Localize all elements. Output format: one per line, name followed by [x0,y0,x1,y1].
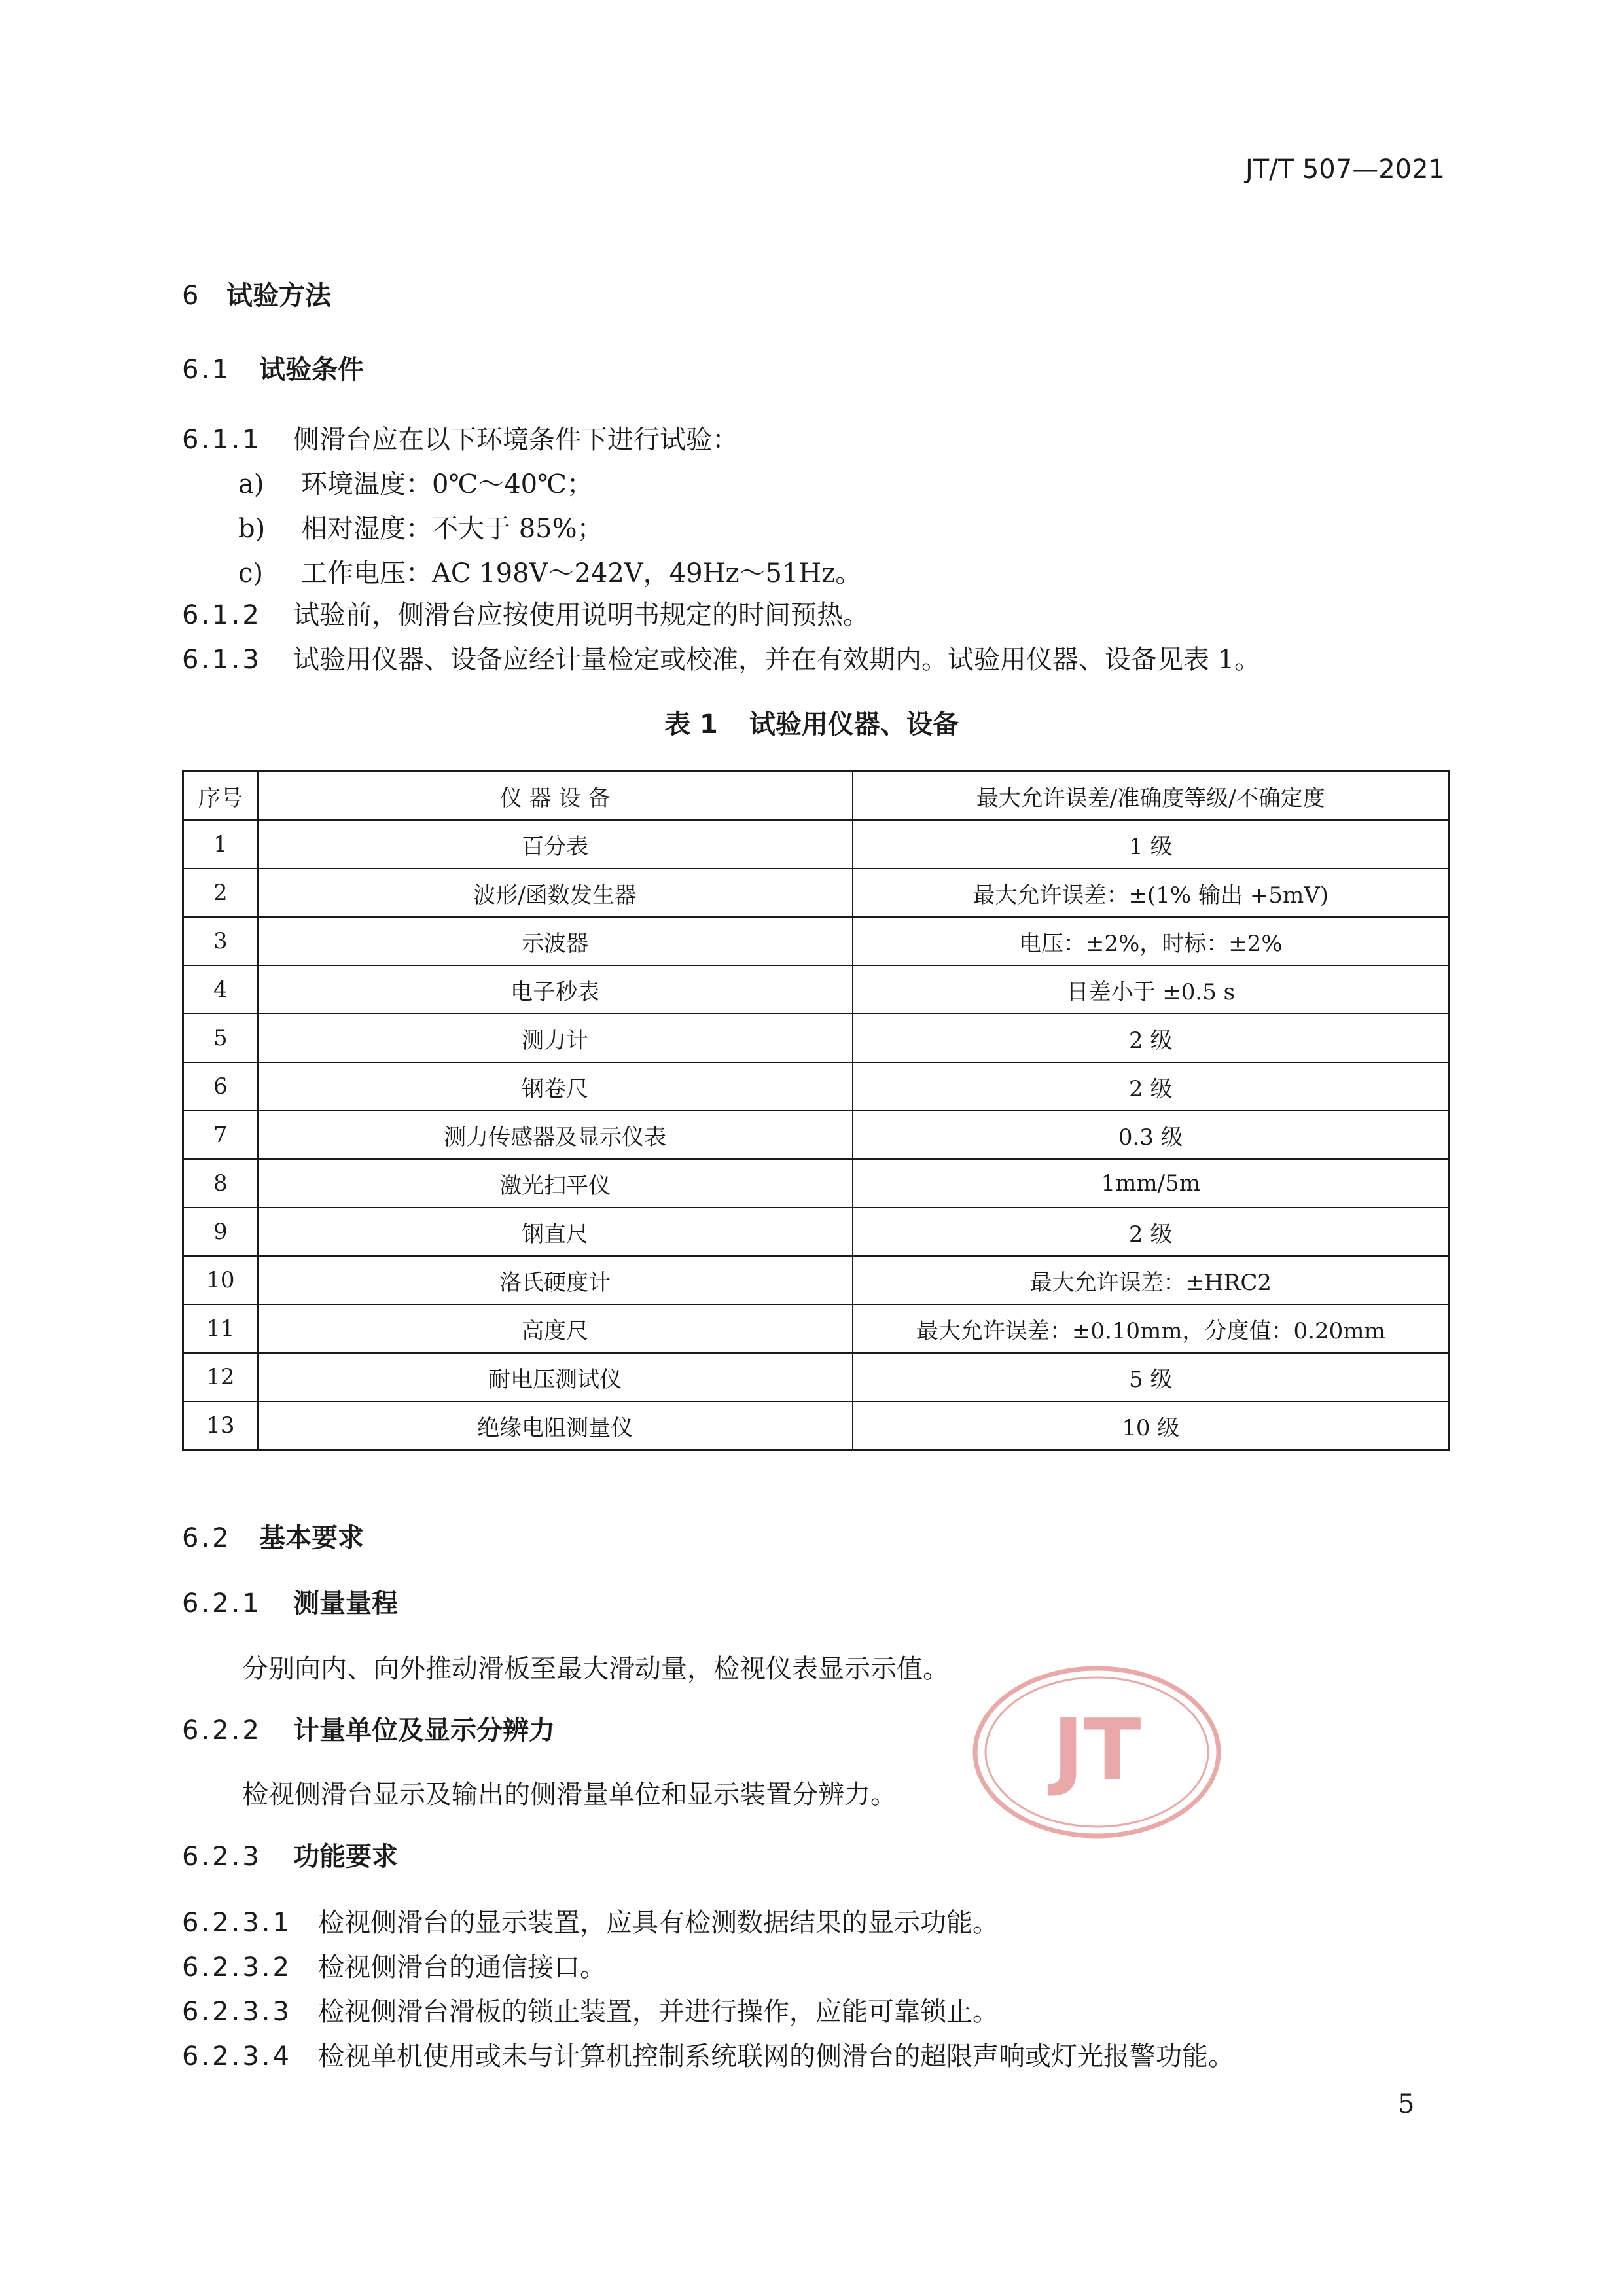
cell-index: 12 [183,1353,258,1401]
section-6-1-heading [182,349,364,386]
cell-equipment: 绝缘电阻测量仪 [258,1401,853,1450]
clause-text: 检视侧滑台的通信接口。 [318,1952,606,1982]
cell-index: 5 [183,1014,258,1062]
clause-6-2-3-4 [182,2036,1234,2073]
clause-6-2-1-text: 分别向内、向外推动滑板至最大滑动量，检视仪表显示示值。 [242,1654,949,1684]
cell-accuracy: 2 级 [853,1014,1450,1062]
section-6-2-heading [182,1517,364,1554]
list-text: 相对湿度：不大于 85%； [301,514,603,544]
cell-equipment: 钢直尺 [258,1208,853,1256]
table-row [183,869,1450,917]
clause-number: 6.1.1 [182,425,262,455]
list-marker: b) [238,514,266,544]
clause-number: 6.2.3.2 [182,1952,292,1982]
equipment-table [182,770,1450,1451]
cell-accuracy: 日差小于 ±0.5 s [853,965,1450,1014]
cell-equipment: 测力传感器及显示仪表 [258,1111,853,1159]
cell-equipment: 高度尺 [258,1304,853,1353]
cell-accuracy: 最大允许误差：±0.10mm，分度值：0.20mm [853,1304,1450,1353]
cell-index: 11 [183,1304,258,1353]
clause-6-1-2 [182,594,869,632]
cell-index: 7 [183,1111,258,1159]
table-row [183,1062,1450,1111]
cell-accuracy: 1 级 [853,820,1450,869]
section-title: 试验方法 [226,281,331,311]
clause-text: 检视侧滑台的显示装置，应具有检测数据结果的显示功能。 [318,1908,999,1938]
cell-index: 2 [183,869,258,917]
jt-logo-watermark [970,1662,1224,1842]
cell-equipment: 洛氏硬度计 [258,1256,853,1304]
clause-number: 6.1.2 [182,600,262,630]
document-number: JT/T 507—2021 [1245,154,1445,185]
section-number: 6.2.2 [182,1715,262,1746]
list-item-c [238,552,861,590]
table-row [183,1014,1450,1062]
cell-index: 1 [183,820,258,869]
table-row [183,820,1450,869]
cell-equipment: 耐电压测试仪 [258,1353,853,1401]
section-number: 6.2.1 [182,1588,262,1619]
clause-number: 6.2.3.3 [182,1997,292,2027]
cell-index: 10 [183,1256,258,1304]
section-number: 6 [182,281,202,311]
table-header-row [183,772,1450,821]
cell-accuracy: 1mm/5m [853,1159,1450,1208]
header-equipment: 仪 器 设 备 [258,772,853,821]
clause-text: 试验用仪器、设备应经计量检定或校准，并在有效期内。试验用仪器、设备见表 1。 [293,645,1261,675]
cell-index: 6 [183,1062,258,1111]
clause-number: 6.1.3 [182,645,262,675]
cell-accuracy: 电压：±2%，时标：±2% [853,917,1450,965]
jt-logo-text: JT [1052,1702,1141,1799]
section-6-2-3-heading [182,1836,398,1873]
clause-6-2-3-3 [182,1991,999,2028]
header-accuracy: 最大允许误差/准确度等级/不确定度 [853,772,1450,821]
section-number: 6.1 [182,355,232,385]
clause-number: 6.2.3.1 [182,1908,292,1938]
cell-equipment: 示波器 [258,917,853,965]
header-index: 序号 [183,772,258,821]
table-row [183,1208,1450,1256]
cell-index: 13 [183,1401,258,1450]
list-marker: c) [238,558,264,588]
cell-accuracy: 2 级 [853,1062,1450,1111]
cell-equipment: 百分表 [258,820,853,869]
cell-accuracy: 最大允许误差：±HRC2 [853,1256,1450,1304]
list-marker: a) [238,469,264,499]
table-caption-number: 表 1 [664,709,718,740]
table-row [183,1111,1450,1159]
table-row [183,1256,1450,1304]
clause-6-1-1 [182,419,738,456]
cell-accuracy: 10 级 [853,1401,1450,1450]
clause-6-2-2-text: 检视侧滑台显示及输出的侧滑量单位和显示装置分辨力。 [242,1780,897,1810]
clause-6-2-3-1 [182,1902,999,1939]
table-row [183,1353,1450,1401]
clause-6-2-3-2 [182,1946,606,1984]
cell-index: 8 [183,1159,258,1208]
table-row [183,1401,1450,1450]
section-title: 功能要求 [293,1842,398,1872]
section-number: 6.2 [182,1523,232,1553]
section-title: 试验条件 [259,355,364,385]
cell-accuracy: 5 级 [853,1353,1450,1401]
table-caption [0,704,1623,741]
table-row [183,917,1450,965]
list-item-a [238,463,593,501]
section-6-2-2-heading [182,1710,555,1747]
section-title: 测量量程 [293,1588,398,1619]
section-6-heading [182,275,331,312]
table-row [183,965,1450,1014]
clause-text: 试验前，侧滑台应按使用说明书规定的时间预热。 [293,600,869,630]
list-item-b [238,508,603,545]
section-number: 6.2.3 [182,1842,262,1872]
cell-equipment: 钢卷尺 [258,1062,853,1111]
clause-text: 侧滑台应在以下环境条件下进行试验： [293,425,738,455]
cell-equipment: 测力计 [258,1014,853,1062]
section-title: 基本要求 [259,1523,364,1553]
cell-index: 3 [183,917,258,965]
cell-index: 9 [183,1208,258,1256]
cell-equipment: 波形/函数发生器 [258,869,853,917]
table-row [183,1304,1450,1353]
section-title: 计量单位及显示分辨力 [293,1715,555,1746]
clause-number: 6.2.3.4 [182,2041,292,2072]
clause-text: 检视侧滑台滑板的锁止装置，并进行操作，应能可靠锁止。 [318,1997,999,2027]
cell-accuracy: 最大允许误差：±(1% 输出 +5mV) [853,869,1450,917]
clause-text: 检视单机使用或未与计算机控制系统联网的侧滑台的超限声响或灯光报警功能。 [318,2041,1234,2072]
table-row [183,1159,1450,1208]
clause-6-1-3 [182,639,1260,676]
cell-equipment: 电子秒表 [258,965,853,1014]
section-6-2-1-heading [182,1583,398,1620]
cell-index: 4 [183,965,258,1014]
page-number: 5 [1398,2089,1415,2119]
list-text: 环境温度：0℃～40℃； [301,469,593,499]
cell-equipment: 激光扫平仪 [258,1159,853,1208]
table-caption-title: 试验用仪器、设备 [749,709,959,740]
cell-accuracy: 0.3 级 [853,1111,1450,1159]
cell-accuracy: 2 级 [853,1208,1450,1256]
list-text: 工作电压：AC 198V～242V，49Hz～51Hz。 [301,558,862,588]
